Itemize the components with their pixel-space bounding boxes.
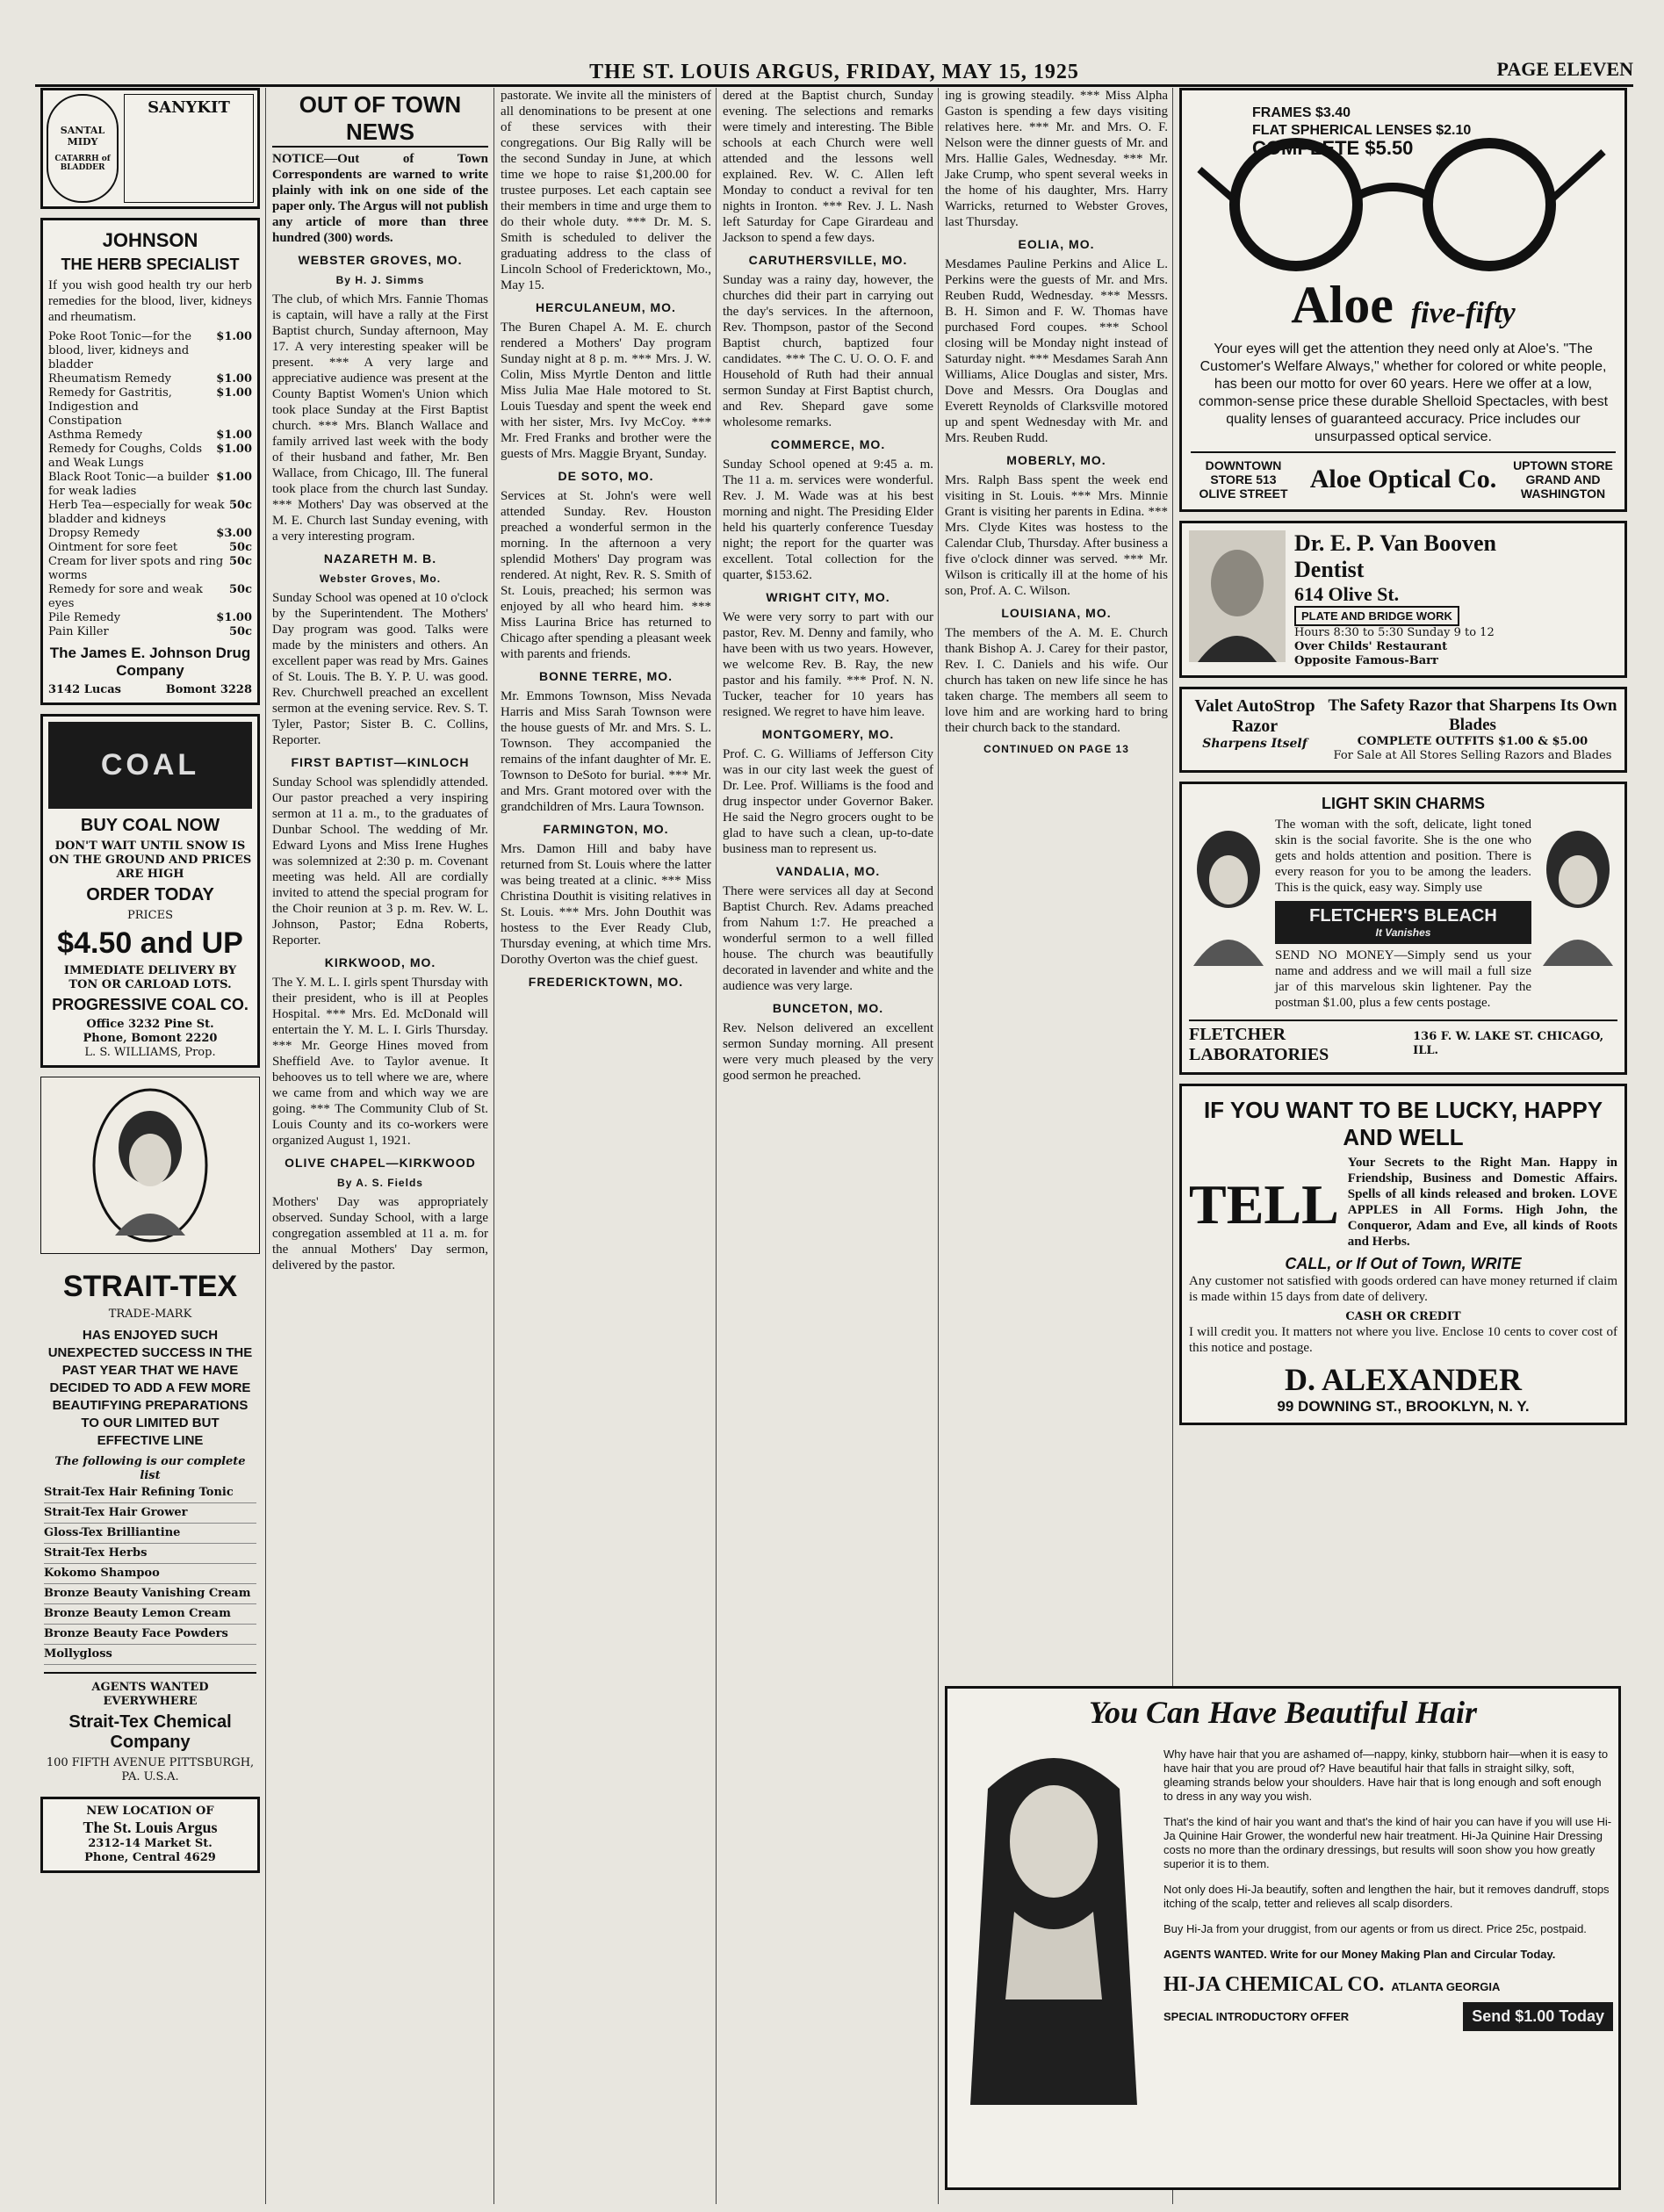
santal-ad — [40, 88, 260, 209]
argus-loc-head: NEW LOCATION OF — [86, 1805, 214, 1818]
article-text: The members of the A. M. E. Church thank Bishop A. J. Carey for their pastor, Rev. I. C. Daniels and his wife. Our church has taken on new life since he has taken charge. The members all seem to love him and are working hard to bring their church back to the standard. — [945, 626, 1168, 735]
left-ad-column — [40, 88, 260, 2200]
complete-label: COMPLETE — [1252, 137, 1360, 159]
remedy-item — [48, 330, 252, 372]
santal-sub: CATARRH of BLADDER — [54, 155, 111, 172]
alexander-name: D. ALEXANDER — [1284, 1362, 1523, 1397]
hair-body-3: Not only does Hi-Ja beautify, soften and lengthen the hair, but it removes dandruff, stops itching of the scalp, tetter and relieves all scalp disorders. — [1163, 1883, 1610, 1910]
remedy-item — [48, 583, 252, 611]
santal-label: SANTAL MIDY — [60, 125, 105, 148]
hair-offer-row — [1163, 2002, 1613, 2031]
alexander-tell-body: Your Secrets to the Right Man. Happy in Friendship, Business and Domestic Affairs. Spells of all kinds released and broken. LOVE APPLES in All Forms. High John, the Conqueror, Adam and Eve, all kinds of Roots and Herbs. — [1347, 1156, 1617, 1249]
coal-price: $4.50 and UP — [57, 926, 243, 960]
aloe-graphic — [1191, 99, 1616, 275]
remedy-name: Remedy for Coughs, Colds and Weak Lungs — [48, 443, 202, 470]
strait-tex-portrait — [40, 1077, 260, 1254]
strait-product: Bronze Beauty Vanishing Cream — [44, 1584, 256, 1604]
column-rule — [265, 88, 266, 2204]
coal-text: DON'T WAIT UNTIL SNOW IS ON THE GROUND AND PRICES ARE HIGH — [48, 839, 252, 881]
strait-title: STRAIT-TEX — [62, 1270, 238, 1303]
section-head: OLIVE CHAPEL—KIRKWOOD — [285, 1156, 476, 1170]
fletcher-footer — [1189, 1020, 1617, 1065]
aloe-body: Your eyes will get the attention they need only at Aloe's. "The Customer's Welfare Always," whether for colored or white people, has been our motto for over 60 years. Here we offer at a low, common-sense price these durable Shelloid Spectacles, with best quality lenses of guaranteed accuracy. Price includes our unsurpassed optical service. — [1198, 342, 1609, 444]
masthead — [35, 53, 1633, 87]
section-head: BONNE TERRE, MO. — [538, 669, 674, 683]
remedy-name: Cream for liver spots and ring worms — [48, 555, 224, 582]
article-text: Rev. Nelson delivered an excellent sermon Sunday morning. All present were very much pleased by the very good sermon he preached. — [723, 1021, 933, 1083]
strait-list-head: The following is our complete list — [54, 1455, 246, 1482]
dentist-plate: PLATE AND BRIDGE WORK — [1294, 606, 1459, 626]
article-text: Sunday School was opened at 10 o'clock by the Superintendent. The Mothers' Day program was good. Talks were made by the ministers and others. An excellent paper was read by Mrs. Gaines of St. Louis. The B. Y. P. U. was good. Rev. Churchwell preached an excellent sermon at the evening service. Rev. S. T. Tyler, Pastor; Sister B. C. Collins, Reporter. — [272, 591, 488, 747]
fletcher-content — [1189, 817, 1617, 1016]
alexander-tell: TELL — [1189, 1173, 1339, 1236]
aloe-brand: Aloe — [1291, 276, 1394, 334]
aloe-store-right: UPTOWN STORE GRAND AND WASHINGTON — [1513, 458, 1613, 501]
section-head: COMMERCE, MO. — [770, 437, 886, 451]
section-head: WEBSTER GROVES, MO. — [298, 253, 463, 267]
johnson-intro: If you wish good health try our herb remedies for the blood, liver, kidneys and rheumatism. — [48, 278, 252, 324]
fletcher-ad — [1179, 782, 1627, 1075]
remedy-item — [48, 541, 252, 555]
valet-brand: Valet AutoStrop Razor — [1194, 696, 1315, 736]
remedy-item — [48, 443, 252, 471]
strait-product: Bronze Beauty Lemon Cream — [44, 1604, 256, 1625]
strait-product: Strait-Tex Hair Grower — [44, 1503, 256, 1524]
spectacles-icon — [1191, 99, 1612, 275]
valet-headline: The Safety Razor that Sharpens Its Own Blades — [1328, 696, 1617, 734]
alexander-guarantee: Any customer not satisfied with goods ordered can have money returned if claim is made within 15 days from date of delivery. — [1189, 1274, 1617, 1304]
article-text: Sunday School opened at 9:45 a. m. The 11 a. m. services were wonderful. Rev. J. M. Wade was at his best morning and night. The Presiding Elder held his quarterly conference Tuesday night; the report for the quarter was excellent. Total collection for the quarter, $153.62. — [723, 458, 933, 582]
remedy-item — [48, 555, 252, 583]
fletcher-product-name: FLETCHER'S BLEACH — [1309, 906, 1497, 926]
coal-prop: L. S. WILLIAMS, Prop. — [84, 1046, 216, 1059]
dentist-hours: Hours 8:30 to 5:30 Sunday 9 to 12 — [1294, 626, 1495, 639]
remedy-price: $1.00 — [216, 429, 252, 442]
section-head: LOUISIANA, MO. — [1001, 606, 1112, 620]
fletcher-address: 136 F. W. LAKE ST. CHICAGO, ILL. — [1413, 1030, 1604, 1057]
section-head: FARMINGTON, MO. — [543, 822, 669, 836]
column-rule — [938, 88, 939, 2204]
hair-company-row — [1163, 1973, 1613, 1997]
remedy-name: Dropsy Remedy — [48, 527, 140, 540]
strait-product: Bronze Beauty Face Powders — [44, 1625, 256, 1645]
johnson-contact — [48, 683, 252, 697]
dentist-portrait-icon — [1189, 530, 1286, 662]
section-sub: Webster Groves, Mo. — [319, 573, 442, 585]
article-text: Mrs. Damon Hill and baby have returned from St. Louis where the latter was being treated at a clinic. *** Miss Christina Douthit is visiting relatives in St. Louis. *** Mrs. John Douthit was hostess to the Ever Ready Club, Thursday evening, at which time Mrs. Dorothy Overton was the chief guest. — [501, 842, 711, 967]
section-head: NAZARETH M. B. — [323, 551, 437, 566]
aloe-store-left: DOWNTOWN STORE 513 OLIVE STREET — [1199, 458, 1288, 501]
alexander-credit: I will credit you. It matters not where you live. Enclose 10 cents to cover cost of this notice and postage. — [1189, 1325, 1617, 1355]
article-text: Sunday was a rainy day, however, the churches did their part in carrying out the day's services. In the afternoon, Rev. Thompson, pastor of the Second Baptist church, baptized four candidates. *** The C. U. O. O. F. and Household of Ruth had their annual sermon Sunday at First Baptist church, and Rev. Shepard gave some wholesome remarks. — [723, 273, 933, 429]
hair-city: ATLANTA GEORGIA — [1391, 1980, 1501, 1993]
coal-phone: Phone, Bomont 2220 — [83, 1032, 218, 1045]
continued-note: CONTINUED ON PAGE 13 — [983, 743, 1129, 755]
hair-buy: Buy Hi-Ja from your druggist, from our agents or from us direct. Price 25c, postpaid. — [1163, 1922, 1587, 1935]
column-rule — [493, 88, 494, 2204]
article-text: ing is growing steadily. *** Miss Alpha Gaston is spending a few days visiting relatives here. *** Mr. and Mrs. O. F. Nelson were the dinner guests of Mr. and Mrs. Hallie Gales, Wednesday. *** Mr. Jake Crump, who spent several weeks in the home of his daughter, Mrs. Harry Warricks, returned to Webster Groves, last Thursday. — [945, 89, 1168, 229]
strait-product: Strait-Tex Hair Refining Tonic — [44, 1483, 256, 1503]
dentist-over: Over Childs' Restaurant — [1294, 640, 1448, 653]
dentist-opposite: Opposite Famous-Barr — [1294, 654, 1438, 667]
article-text: Services at St. John's were well attended Sunday. Rev. Houston preached a wonderful sermon in the morning. In the afternoon a very splendid Mothers' Day program was rendered. At night, Rev. R. S. Smith of St. Louis, preached; his sermon was enjoyed by all who heard him. *** Miss Laurina Brice has returned to Chicago after spending a pleasant week with parents and friends. — [501, 489, 711, 661]
hair-send: Send $1.00 Today — [1463, 2002, 1613, 2031]
section-head: MONTGOMERY, MO. — [761, 727, 895, 741]
remedy-name: Asthma Remedy — [48, 429, 143, 442]
remedy-price: 50c — [228, 625, 252, 638]
valet-text — [1328, 696, 1617, 763]
article-text: Prof. C. G. Williams of Jefferson City was in our city last week the guest of Dr. Lee. Prof. Williams is the food and drug inspector under Governor Baker. He said the Negro grocers ought to be glad to have such a clean, up-to-date business man to represent us. — [723, 747, 933, 856]
coal-prices-label: PRICES — [126, 909, 173, 922]
dentist-address: 614 Olive St. — [1294, 583, 1400, 605]
hair-company: HI-JA CHEMICAL CO. — [1163, 1973, 1385, 1996]
section-head: EOLIA, MO. — [1018, 237, 1095, 251]
woman-left-portrait-icon — [1189, 817, 1268, 966]
remedy-item — [48, 611, 252, 625]
hair-offer: SPECIAL INTRODUCTORY OFFER — [1163, 2009, 1350, 2023]
article-text: pastorate. We invite all the ministers of all denominations to be present at one of these services with their congregations. Our Big Rally will be the second Sunday in June, at which time we hope to raise $1,200.00 for trustee purposes. Let each captain see their members in time and urge them to do their whole duty. *** Dr. M. S. Smith is scheduled to deliver the graduating address to the class of Lincoln School of Fredericktown, Mo., May 15. — [501, 89, 711, 292]
dentist-ad — [1179, 521, 1627, 678]
dentist-name: Dr. E. P. Van Booven — [1294, 530, 1496, 556]
woman-portrait-icon — [89, 1086, 212, 1244]
article-text: The Y. M. L. I. girls spent Thursday with their president, who is ill at Peoples Hospital. *** Mrs. Ed. McDonald will entertain the Y. M. L. I. Girls Thursday. *** Mr. George Hines moved from Sheffield Ave. to Taylor avenue. It behooves us to tell where we are, where we came from and which way we are going. *** The Community Club of St. Louis County and its co-workers were organized August 1, 1921. — [272, 976, 488, 1148]
johnson-sub: THE HERB SPECIALIST — [61, 256, 240, 273]
strait-product-list — [44, 1483, 256, 1665]
coal-lump-image — [48, 722, 252, 809]
hair-body-2: That's the kind of hair you want and that's the kind of hair you can have if you will use Hi-Ja Quinine Hair Grower, the wonderful new hair treatment. Hi-Ja Quinine Hair Dressing costs no more than the ordinary dressings, but results will soon show you how greatly superior it is to them. — [1163, 1815, 1612, 1870]
remedy-price: $1.00 — [216, 611, 252, 624]
lenses-label: FLAT SPHERICAL LENSES — [1252, 123, 1432, 138]
article-text: The Buren Chapel A. M. E. church rendered a Mothers' Day program Sunday night at 8 p. m. *** Mrs. J. W. Colin, Miss Myrtle Denton and little Miss Julia Mae Hale motored to St. Louis Tuesday and spent the week end with her sister, Mrs. Ivy McCoy. *** Mr. Fred Franks and brother were the guests of Mrs. Maggie Bryant, Sunday. — [501, 321, 711, 461]
notice-text: NOTICE—Out of Town Correspondents are warned to write plainly with ink on one side of the paper only. The Argus will not publish any article of more than three hundred (300) words. — [272, 152, 488, 245]
aloe-stores — [1191, 451, 1616, 501]
article-text: There were services all day at Second Baptist Church. Rev. Adams preached from Nahum 1:7. He preached a wonderful sermon to a well filled house. The church was beautifully decorated in lavender and white and the audience was very large. — [723, 884, 933, 993]
remedy-item — [48, 499, 252, 527]
argus-location-box — [40, 1797, 260, 1873]
coal-ad — [40, 714, 260, 1068]
aloe-store-logo: Aloe Optical Co. — [1309, 465, 1497, 494]
hair-content — [953, 1736, 1613, 2122]
section-head: CARUTHERSVILLE, MO. — [748, 253, 908, 267]
woman-long-hair-icon — [953, 1736, 1155, 2122]
alexander-address: 99 DOWNING ST., BROOKLYN, N. Y. — [1277, 1398, 1530, 1415]
right-ad-column — [1179, 88, 1627, 1415]
remedy-list — [48, 330, 252, 639]
remedy-item — [48, 372, 252, 386]
johnson-title: JOHNSON — [102, 229, 198, 251]
masthead-title: THE ST. LOUIS ARGUS, FRIDAY, MAY 15, 1925 — [589, 61, 1079, 83]
alexander-call: CALL, or If Out of Town, WRITE — [1285, 1255, 1522, 1272]
lenses-price: $2.10 — [1436, 123, 1472, 138]
complete-price: $5.50 — [1365, 137, 1414, 159]
remedy-item — [48, 527, 252, 541]
section-head: WRIGHT CITY, MO. — [766, 590, 890, 604]
frames-price: $3.40 — [1315, 105, 1351, 120]
page-number: PAGE ELEVEN — [1496, 58, 1633, 80]
section-head: DE SOTO, MO. — [558, 469, 654, 483]
remedy-price: $1.00 — [216, 372, 252, 385]
sanykit-box — [124, 94, 254, 203]
alexander-ad — [1179, 1084, 1627, 1425]
remedy-price: $1.00 — [216, 330, 252, 343]
remedy-price: $3.00 — [216, 527, 252, 540]
alexander-cash: CASH OR CREDIT — [1345, 1310, 1461, 1323]
section-head: BUNCETON, MO. — [772, 1001, 884, 1015]
strait-body: HAS ENJOYED SUCH UNEXPECTED SUCCESS IN THE PAST YEAR THAT WE HAVE DECIDED TO ADD A FEW MORE BEAUTIFYING PREPARATIONS TO OUR LIMITED BUT EFFECTIVE LINE — [47, 1328, 253, 1448]
remedy-name: Pain Killer — [48, 625, 109, 638]
strait-tex-ad — [40, 1263, 260, 1788]
remedy-price: $1.00 — [216, 471, 252, 484]
coal-order: ORDER TODAY — [86, 885, 214, 904]
section-head: FIRST BAPTIST—KINLOCH — [291, 755, 470, 769]
hair-text — [1163, 1736, 1613, 2122]
hija-hair-ad — [945, 1686, 1621, 2190]
alexander-head: IF YOU WANT TO BE LUCKY, HAPPY AND WELL — [1203, 1097, 1603, 1150]
strait-product: Gloss-Tex Brilliantine — [44, 1524, 256, 1544]
remedy-name: Black Root Tonic—a builder for weak ladies — [48, 471, 209, 498]
fletcher-company: FLETCHER LABORATORIES — [1189, 1025, 1329, 1064]
remedy-item — [48, 429, 252, 443]
valet-ad — [1179, 687, 1627, 773]
remedy-price: 50c — [228, 555, 252, 568]
remedy-price: 50c — [228, 499, 252, 512]
coal-office: Office 3232 Pine St. — [86, 1018, 214, 1031]
remedy-price: 50c — [228, 541, 252, 554]
strait-address: 100 FIFTH AVENUE PITTSBURGH, PA. U.S.A. — [46, 1756, 255, 1783]
alexander-tell-row — [1189, 1155, 1617, 1255]
valet-sale: For Sale at All Stores Selling Razors and Blades — [1333, 749, 1612, 762]
woman-right-portrait-icon — [1538, 817, 1617, 966]
news-column-2 — [272, 88, 488, 2200]
remedy-item — [48, 386, 252, 429]
article-text: Mr. Emmons Townson, Miss Nevada Harris and Miss Sarah Townson were the house guests of Mr. and Mrs. S. L. Townson. They accompanied the remains of the infant daughter of Mr. E. Townson to DeSoto for burial. *** Mr. and Mrs. Grant motored over with the grandchildren of Mrs. Laura Townson. — [501, 689, 711, 814]
strait-product: Mollygloss — [44, 1645, 256, 1665]
article-text: The club, of which Mrs. Fannie Thomas is captain, will have a rally at the First Baptist church, Sunday afternoon, May 17. A very interesting speaker will be present. *** A very large and appreciative audience was present at the County Baptist Women's Union which took place Sunday at the First Baptist church. *** Mrs. Blanch Wallace and family arrived last week with the body of their husband and father, Mr. Ben Wallace, from Chicago, Ill. The funeral took place from the church last Sunday. *** Mothers' Day was observed at the M. E. Church last Sunday evening, with a very interesting program. — [272, 292, 488, 544]
remedy-name: Poke Root Tonic—for the blood, liver, kidneys and bladder — [48, 330, 192, 371]
remedy-price: $1.00 — [216, 386, 252, 400]
article-text: Mrs. Ralph Bass spent the week end visiting in St. Louis. *** Mrs. Minnie Grant is visiting her parents in Edina. *** Mrs. Clyde Kites was hostess to the Calendar Club, Thursday. After business a five o'clock dinner was served. *** Mr. Wilson is critically ill at the home of his son, Prof. A. C. Wilson. — [945, 473, 1168, 598]
fletcher-product-sub: It Vanishes — [1375, 926, 1431, 939]
remedy-item — [48, 625, 252, 639]
valet-sharpens: Sharpens Itself — [1202, 737, 1307, 751]
sanykit-label: SANYKIT — [148, 98, 230, 117]
strait-tm: TRADE-MARK — [108, 1308, 192, 1321]
dentist-text — [1294, 530, 1617, 668]
news-column-4 — [723, 88, 933, 2200]
remedy-item — [48, 471, 252, 499]
section-head: VANDALIA, MO. — [775, 864, 881, 878]
article-text: dered at the Baptist church, Sunday evening. The selections and remarks were timely and interesting. The Bible schools at each Church were well attended and the lessons well explained. Rev. W. C. Allen left Monday to conduct a revival for ten nights in Ironton. *** Rev. J. L. Nash left Saturday for Cape Girardeau and Jackson to spend a few days. — [723, 89, 933, 245]
news-column-3 — [501, 88, 711, 2200]
remedy-name: Ointment for sore feet — [48, 541, 178, 554]
hair-agents: AGENTS WANTED. Write for our Money Making Plan and Circular Today. — [1163, 1948, 1556, 1961]
article-text: Mesdames Pauline Perkins and Alice L. Perkins were the guests of Mr. and Mrs. Reuben Rudd, Wednesday. *** Messrs. B. H. Simon and F. W. Thomas have purchased Ford coupes. *** School closing will be Monday night instead of Saturday night. *** Mesdames Sarah Ann Williams, Alice Douglas and sister, Mrs. Dove and Messrs. Ora Douglas and Everett Reynolds of Clarksville motored up and spent Wednesday with Mr. and Mrs. Reuben Rudd. — [945, 257, 1168, 445]
remedy-price: 50c — [228, 583, 252, 596]
remedy-name: Pile Remedy — [48, 611, 121, 624]
johnson-phone: Bomont 3228 — [165, 683, 252, 696]
fletcher-head: LIGHT SKIN CHARMS — [1322, 795, 1485, 812]
strait-product: Strait-Tex Herbs — [44, 1544, 256, 1564]
out-of-town-header: OUT OF TOWN NEWS — [272, 91, 488, 148]
argus-loc-addr: 2312-14 Market St. — [88, 1837, 213, 1850]
section-head: HERCULANEUM, MO. — [536, 300, 676, 314]
argus-loc-name: The St. Louis Argus — [83, 1819, 218, 1836]
article-text: Mothers' Day was appropriately observed. Sunday School, with a large congregation assembled at 11 a. m. for the annual Mothers' Day sermon, delivered by the pastor. — [272, 1195, 488, 1272]
strait-agents: AGENTS WANTED EVERYWHERE — [91, 1681, 209, 1708]
coal-head: BUY COAL NOW — [80, 816, 220, 835]
article-text: We were very sorry to part with our pastor, Rev. M. Denny and family, who have been with us two years. However, we welcome Rev. B. Ray, the new pastor and his family. *** Prof. N. N. Tucker, teacher for 10 years has resigned. We regret to have him leave. — [723, 610, 933, 719]
aloe-tagline: five-fifty — [1410, 297, 1516, 329]
remedy-name: Remedy for sore and weak eyes — [48, 583, 203, 610]
byline: By A. S. Fields — [337, 1177, 423, 1189]
remedy-name: Rheumatism Remedy — [48, 372, 171, 385]
section-head: MOBERLY, MO. — [1006, 453, 1106, 467]
fletcher-send: SEND NO MONEY—Simply send us your name and address and we will mail a full size jar of this marvelous skin lightener. Pay the postman $1.00, plus a few cents postage. — [1275, 948, 1531, 1010]
remedy-name: Remedy for Gastritis, Indigestion and Constipation — [48, 386, 172, 428]
frames-label: FRAMES — [1252, 105, 1312, 120]
remedy-name: Herb Tea—especially for weak bladder and kidneys — [48, 499, 225, 526]
strait-company: Strait-Tex Chemical Company — [68, 1712, 232, 1752]
coal-delivery: IMMEDIATE DELIVERY BY TON OR CARLOAD LOTS. — [63, 964, 237, 991]
news-column-5 — [945, 88, 1168, 1844]
johnson-address: 3142 Lucas — [48, 683, 121, 696]
strait-product: Kokomo Shampoo — [44, 1564, 256, 1584]
coal-sign: COAL — [100, 748, 200, 782]
valet-outfits: COMPLETE OUTFITS $1.00 & $5.00 — [1357, 735, 1588, 748]
johnson-ad — [40, 218, 260, 705]
fletcher-product — [1275, 901, 1531, 944]
fletcher-middle — [1275, 817, 1531, 1016]
byline: By H. J. Simms — [335, 274, 425, 286]
valet-brand-box — [1189, 696, 1321, 763]
johnson-store: The James E. Johnson Drug Company — [49, 645, 251, 679]
aloe-ad — [1179, 88, 1627, 512]
aloe-brand-row — [1191, 275, 1616, 335]
dentist-title: Dentist — [1294, 557, 1365, 582]
santal-capsule-icon — [47, 94, 119, 203]
hair-head: You Can Have Beautiful Hair — [1088, 1695, 1478, 1730]
hair-body: Why have hair that you are ashamed of—nappy, kinky, stubborn hair—when it is easy to have hair that you are proud of? Have beautiful hair that falls in straight silky, soft, gleaming strands below your shoulders. Have hair that is long enough and soft enough to dress in any way you wish. — [1163, 1747, 1609, 1803]
article-text: Sunday School was splendidly attended. Our pastor preached a very inspiring sermon at 11 a. m., to the graduates of Dunbar School. The wedding of Mr. Edward Lyons and Miss Irene Hughes was solemnized at 2:30 p. m. Covenant meeting was held. All are cordially invited to attend the special program for the Choir reunion at 3 p. m. Rev. W. L. Johnson, Pastor; Edna Roberts, Reporter. — [272, 775, 488, 947]
fletcher-body: The woman with the soft, delicate, light toned skin is the social favorite. She is the one who gets and holds attention and position. There is every reason for you to be among the leaders. This is the quick, easy way. Simply use — [1275, 818, 1531, 895]
section-head: FREDERICKTOWN, MO. — [528, 975, 684, 989]
section-head: KIRKWOOD, MO. — [324, 955, 436, 969]
coal-company: PROGRESSIVE COAL CO. — [52, 996, 249, 1013]
column-rule — [716, 88, 717, 2204]
separator — [44, 1672, 256, 1674]
argus-loc-phone: Phone, Central 4629 — [84, 1851, 216, 1864]
remedy-price: $1.00 — [216, 443, 252, 456]
